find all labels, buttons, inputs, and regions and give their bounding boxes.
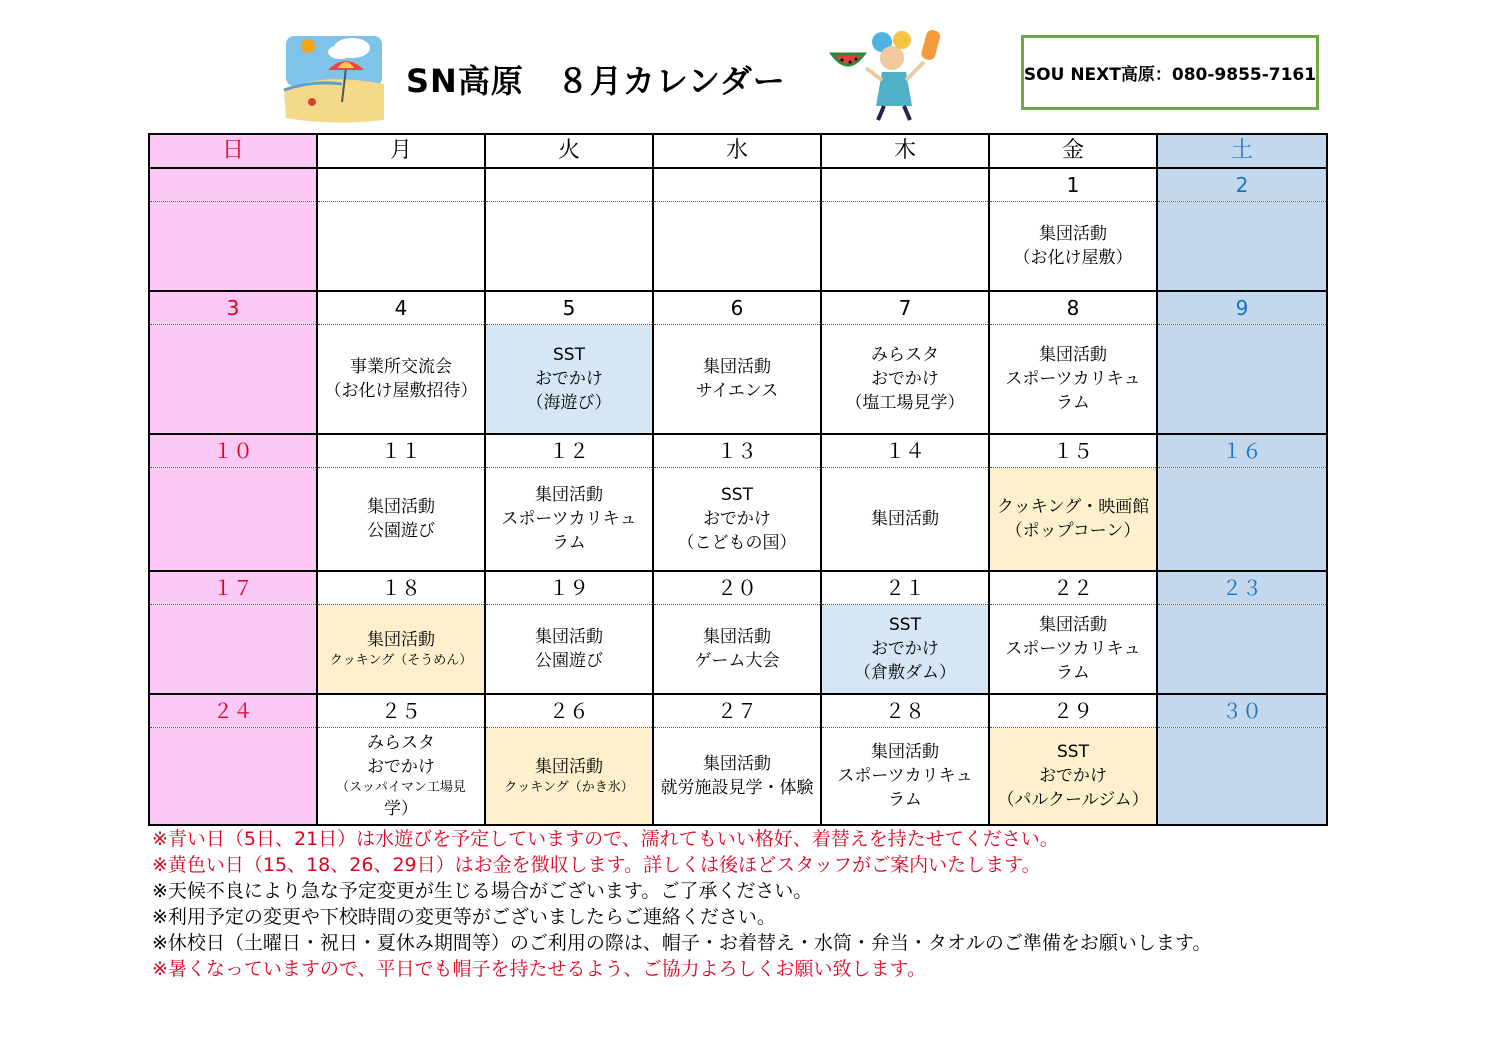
activity-cell [989, 325, 1157, 435]
activity-line: 集団活動 [1039, 345, 1107, 365]
weekday-thu: 木 [821, 134, 989, 168]
person-with-food-illustration [826, 24, 944, 124]
activity-line: みらスタ [871, 345, 939, 365]
week-date-row [149, 694, 1327, 728]
activity-cell [653, 468, 821, 572]
activity-cell [821, 605, 989, 695]
activity-cell [1157, 605, 1327, 695]
activity-line: スポーツカリキュ [501, 509, 637, 529]
note-line: ※黄色い日（15、18、26、29日）はお金を徴収します。詳しくは後ほどスタッフがご案内いたします。 [152, 854, 1041, 876]
day-number: ２０ [653, 571, 821, 605]
activity-line: （海遊び） [526, 393, 612, 413]
activity-cell [317, 728, 485, 826]
week-activity-row [149, 202, 1327, 292]
day-number: １９ [485, 571, 653, 605]
activity-cell [989, 468, 1157, 572]
activity-line: 集団活動 [703, 754, 771, 774]
activity-cell [149, 202, 317, 292]
day-number: 5 [485, 291, 653, 325]
note-line: ※利用予定の変更や下校時間の変更等がございましたらご連絡ください。 [152, 906, 776, 928]
activity-line: 集団活動 [535, 627, 603, 647]
day-number [149, 168, 317, 202]
day-number: 6 [653, 291, 821, 325]
weekday-tue: 火 [485, 134, 653, 168]
day-number [485, 168, 653, 202]
activity-line: ラム [888, 790, 922, 810]
activity-cell [989, 202, 1157, 292]
activity-line: 就労施設見学・体験 [660, 778, 814, 798]
activity-line: おでかけ [1039, 766, 1107, 786]
note-line: ※休校日（土曜日・祝日・夏休み期間等）のご利用の際は、帽子・お着替え・水筒・弁当・タオルのご準備をお願いします。 [152, 932, 1212, 954]
activity-line: SST [721, 485, 753, 505]
activity-cell [989, 605, 1157, 695]
day-number: 3 [149, 291, 317, 325]
page-title: SN高原 ８月カレンダー [406, 62, 786, 100]
day-number: 8 [989, 291, 1157, 325]
activity-line: 集団活動 [535, 485, 603, 505]
activity-line: 集団活動 [367, 497, 435, 517]
activity-line: （パルクールジム） [997, 790, 1149, 810]
activity-line: 集団活動 [1039, 615, 1107, 635]
weekday-sat: 土 [1157, 134, 1327, 168]
activity-cell [1157, 325, 1327, 435]
activity-cell [1157, 468, 1327, 572]
activity-line: おでかけ [871, 369, 939, 389]
day-number: ２１ [821, 571, 989, 605]
activity-line: （倉敷ダム） [854, 663, 956, 683]
activity-cell [821, 468, 989, 572]
activity-line: クッキング（そうめん） [329, 653, 473, 668]
activity-cell [1157, 202, 1327, 292]
day-number: 2 [1157, 168, 1327, 202]
day-number [317, 168, 485, 202]
activity-line: （お化け屋敷） [1013, 248, 1133, 268]
day-number [653, 168, 821, 202]
note-line: ※青い日（5日、21日）は水遊びを予定していますので、濡れてもいい格好、着替えを持たせてください。 [152, 828, 1059, 850]
activity-line: 集団活動 [703, 627, 771, 647]
activity-line: （塩工場見学） [845, 393, 965, 413]
beach-illustration [282, 28, 386, 124]
day-number: ３０ [1157, 694, 1327, 728]
weekday-sun: 日 [149, 134, 317, 168]
activity-line: おでかけ [367, 757, 435, 777]
activity-line: 集団活動 [871, 509, 939, 529]
day-number: １８ [317, 571, 485, 605]
activity-line: ラム [1056, 663, 1090, 683]
day-number: ２９ [989, 694, 1157, 728]
day-number: 7 [821, 291, 989, 325]
week-date-row [149, 291, 1327, 325]
day-number: ２２ [989, 571, 1157, 605]
activity-cell [485, 202, 653, 292]
activity-cell [317, 468, 485, 572]
day-number: １２ [485, 434, 653, 468]
day-number: ２６ [485, 694, 653, 728]
activity-line: サイエンス [695, 381, 779, 401]
contact-phone: SOU NEXT高原：080-9855-7161 [1023, 65, 1317, 85]
activity-cell [485, 605, 653, 695]
day-number [821, 168, 989, 202]
activity-line: ゲーム大会 [694, 651, 780, 671]
activity-cell [317, 325, 485, 435]
weekday-mon: 月 [317, 134, 485, 168]
activity-cell [485, 728, 653, 826]
week-date-row [149, 434, 1327, 468]
activity-cell [821, 202, 989, 292]
calendar-table [148, 133, 1328, 826]
day-number: １５ [989, 434, 1157, 468]
activity-line: 集団活動 [871, 742, 939, 762]
activity-line: おでかけ [535, 369, 603, 389]
activity-line: ラム [552, 533, 586, 553]
activity-line: おでかけ [703, 509, 771, 529]
activity-line: クッキング（かき氷） [504, 780, 634, 795]
weekday-header-row [149, 134, 1327, 168]
weekday-fri: 金 [989, 134, 1157, 168]
activity-line: ラム [1056, 393, 1090, 413]
activity-line: 公園遊び [367, 521, 435, 541]
day-number: １３ [653, 434, 821, 468]
activity-cell [149, 325, 317, 435]
activity-line: スポーツカリキュ [837, 766, 973, 786]
activity-line: 学） [384, 799, 418, 819]
activity-line: 集団活動 [535, 757, 603, 777]
activity-cell [149, 468, 317, 572]
activity-line: 事業所交流会 [350, 357, 452, 377]
day-number: ２８ [821, 694, 989, 728]
activity-cell [485, 468, 653, 572]
week-date-row [149, 168, 1327, 202]
note-line: ※暑くなっていますので、平日でも帽子を持たせるよう、ご協力よろしくお願い致します。 [152, 958, 927, 980]
day-number: １１ [317, 434, 485, 468]
note-line: ※天候不良により急な予定変更が生じる場合がございます。ご了承ください。 [152, 880, 813, 902]
activity-line: 公園遊び [535, 651, 603, 671]
day-number: ２７ [653, 694, 821, 728]
activity-cell [317, 202, 485, 292]
activity-cell [653, 605, 821, 695]
weekday-wed: 水 [653, 134, 821, 168]
activity-line: おでかけ [871, 639, 939, 659]
activity-cell [149, 605, 317, 695]
activity-cell [989, 728, 1157, 826]
activity-line: クッキング・映画館 [996, 497, 1150, 517]
day-number: ２５ [317, 694, 485, 728]
activity-line: スポーツカリキュ [1005, 639, 1141, 659]
week-date-row [149, 571, 1327, 605]
day-number: 4 [317, 291, 485, 325]
activity-cell [317, 605, 485, 695]
day-number: 1 [989, 168, 1157, 202]
day-number: １７ [149, 571, 317, 605]
day-number: １６ [1157, 434, 1327, 468]
activity-cell [821, 728, 989, 826]
week-activity-row [149, 325, 1327, 435]
activity-cell [653, 202, 821, 292]
activity-line: 集団活動 [1039, 224, 1107, 244]
activity-line: （お化け屋敷招待） [324, 381, 478, 401]
day-number: ２３ [1157, 571, 1327, 605]
activity-cell [149, 728, 317, 826]
activity-cell [1157, 728, 1327, 826]
activity-line: SST [889, 615, 921, 635]
activity-line: （スッパイマン工場見 [336, 780, 466, 795]
notes [152, 826, 1211, 982]
activity-line: 集団活動 [367, 630, 435, 650]
week-activity-row [149, 728, 1327, 826]
activity-line: スポーツカリキュ [1005, 369, 1141, 389]
week-activity-row [149, 605, 1327, 695]
activity-cell [485, 325, 653, 435]
week-activity-row [149, 468, 1327, 572]
activity-cell [653, 325, 821, 435]
contact-box [1021, 35, 1319, 110]
day-number: ２４ [149, 694, 317, 728]
day-number: １０ [149, 434, 317, 468]
activity-line: （こどもの国） [677, 533, 797, 553]
activity-line: SST [1057, 742, 1089, 762]
day-number: １４ [821, 434, 989, 468]
activity-cell [821, 325, 989, 435]
activity-cell [653, 728, 821, 826]
activity-line: SST [553, 345, 585, 365]
day-number: 9 [1157, 291, 1327, 325]
activity-line: みらスタ [367, 733, 435, 753]
activity-line: （ポップコーン） [1005, 521, 1141, 541]
activity-line: 集団活動 [703, 357, 771, 377]
